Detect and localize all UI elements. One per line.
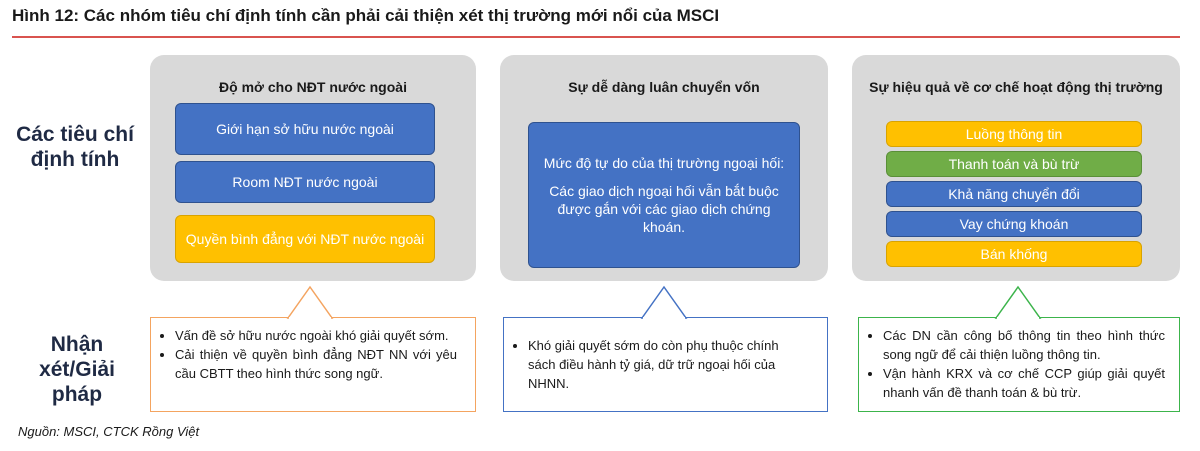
callout-market-mechanism-efficiency — [858, 317, 1180, 412]
callout-bullet: • Cải thiện về quyền bình đẳng NĐT NN với yêu cầu CBTT theo hình thức song ngữ. — [175, 345, 457, 383]
callout-bullet: • Khó giải quyết sớm do còn phụ thuộc chính sách điều hành tỷ giá, dữ trữ ngoại hối của NHNN. — [528, 336, 807, 393]
figure-title: Hình 12: Các nhóm tiêu chí định tính cần phải cải thiện xét thị trường mới nổi của MSCI — [12, 6, 720, 25]
callout-pointer — [624, 286, 704, 320]
source-note: Nguồn: MSCI, CTCK Rồng Việt — [18, 424, 200, 439]
criterion-clearing-settlement: Thanh toán và bù trừ — [886, 151, 1142, 177]
criterion-foreign-investor-room: Room NĐT nước ngoài — [175, 161, 435, 203]
criterion-foreign-ownership-limit: Giới hạn sở hữu nước ngoài — [175, 103, 435, 155]
panel-market-mechanism-efficiency — [852, 55, 1180, 281]
callout-pointer — [270, 286, 350, 320]
panel-title: Sự dễ dàng luân chuyển vốn — [568, 79, 760, 95]
criterion-equal-rights: Quyền bình đẳng với NĐT nước ngoài — [175, 215, 435, 263]
callout-capital-flow-ease — [503, 317, 828, 412]
callout-bullet: • Vấn đề sở hữu nước ngoài khó giải quyết sớm. — [175, 326, 457, 345]
callout-bullet: • Các DN cần công bố thông tin theo hình thức song ngữ để cải thiện luồng thông tin. — [883, 326, 1165, 364]
title-divider — [12, 36, 1180, 38]
panel-title: Sự hiệu quả về cơ chế hoạt động thị trường — [869, 79, 1163, 95]
criteria-list — [886, 121, 1142, 271]
row-label-criteria: Các tiêu chí định tính — [16, 123, 134, 171]
callout-pointer — [978, 286, 1058, 320]
row-label-comments: Nhận xét/Giải pháp — [39, 333, 115, 406]
panel-foreign-openness — [150, 55, 476, 281]
panel-title: Độ mở cho NĐT nước ngoài — [219, 79, 407, 95]
criterion-convertibility: Khả năng chuyển đổi — [886, 181, 1142, 207]
callout-foreign-openness — [150, 317, 476, 412]
criterion-fx-market-freedom — [528, 122, 800, 268]
fx-box-body: Các giao dịch ngoại hối vẫn bắt buộc được gắn với các giao dịch chứng khoán. — [549, 183, 779, 235]
callout-bullets — [151, 326, 457, 383]
callout-bullets — [504, 336, 807, 393]
criterion-information-flow: Luồng thông tin — [886, 121, 1142, 147]
criterion-short-selling: Bán khống — [886, 241, 1142, 267]
callout-bullet: • Vận hành KRX và cơ chế CCP giúp giải quyết nhanh vấn đề thanh toán & bù trừ. — [883, 364, 1165, 402]
fx-box-heading: Mức độ tự do của thị trường ngoại hối: — [543, 155, 785, 171]
criterion-securities-lending: Vay chứng khoán — [886, 211, 1142, 237]
panel-capital-flow-ease — [500, 55, 828, 281]
callout-bullets — [859, 326, 1165, 402]
